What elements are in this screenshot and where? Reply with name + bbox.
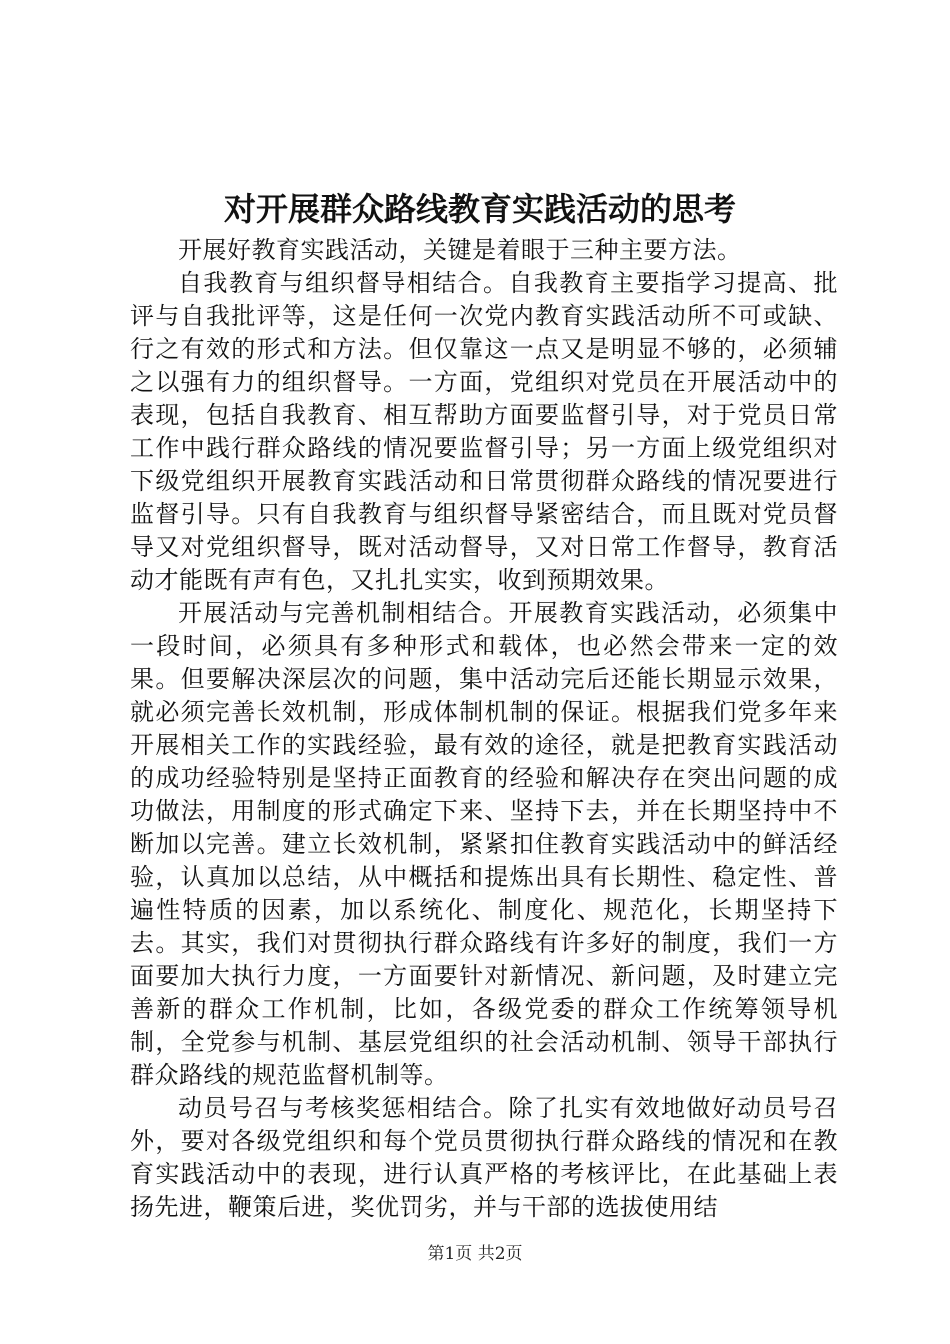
document-title: 对开展群众路线教育实践活动的思考 xyxy=(223,190,736,228)
paragraph-assessment: 动员号召与考核奖惩相结合。除了扎实有效地做好动员号召外，要对各级党组织和每个党员贯彻执行群众路线的情况和在教育实践活动中的表现，进行认真严格的考核评比，在此基础上表扬先进，鞭策后进，奖优罚劣，并与干部的选拔使用结 xyxy=(130,1094,838,1221)
document-body xyxy=(130,234,838,1224)
paragraph-mechanism: 开展活动与完善机制相结合。开展教育实践活动，必须集中一段时间，必须具有多种形式和载体，也必然会带来一定的效果。但要解决深层次的问题，集中活动完后还能长期显示效果，就必须完善长效机制，形成体制机制的保证。根据我们党多年来开展相关工作的实践经验，最有效的途径，就是把教育实践活动的成功经验特别是坚持正面教育的经验和解决存在突出问题的成功做法，用制度的形式确定下来、坚持下去，并在长期坚持中不断加以完善。建立长效机制，紧紧扣住教育实践活动中的鲜活经验，认真加以总结，从中概括和提炼出具有长期性、稳定性、普遍性特质的因素，加以系统化、制度化、规范化，长期坚持下去。其实，我们对贯彻执行群众路线有许多好的制度，我们一方面要加大执行力度，一方面要针对新情况、新问题，及时建立完善新的群众工作机制，比如，各级党委的群众工作统筹领导机制，全党参与机制、基层党组织的社会活动机制、领导干部执行群众路线的规范监督机制等。 xyxy=(130,599,838,1089)
paragraph-intro: 开展好教育实践活动，关键是着眼于三种主要方法。 xyxy=(178,236,742,264)
page-number-footer: 第1页 共2页 xyxy=(427,1244,523,1264)
paragraph-self-education: 自我教育与组织督导相结合。自我教育主要指学习提高、批评与自我批评等，这是任何一次党内教育实践活动所不可或缺、行之有效的形式和方法。但仅靠这一点又是明显不够的，必须辅之以强有力的组织督导。一方面，党组织对党员在开展活动中的表现，包括自我教育、相互帮助方面要监督引导，对于党员日常工作中践行群众路线的情况要监督引导；另一方面上级党组织对下级党组织开展教育实践活动和日常贯彻群众路线的情况要进行监督引导。只有自我教育与组织督导紧密结合，而且既对党员督导又对党组织督导，既对活动督导，又对日常工作督导，教育活动才能既有声有色，又扎扎实实，收到预期效果。 xyxy=(130,269,838,594)
